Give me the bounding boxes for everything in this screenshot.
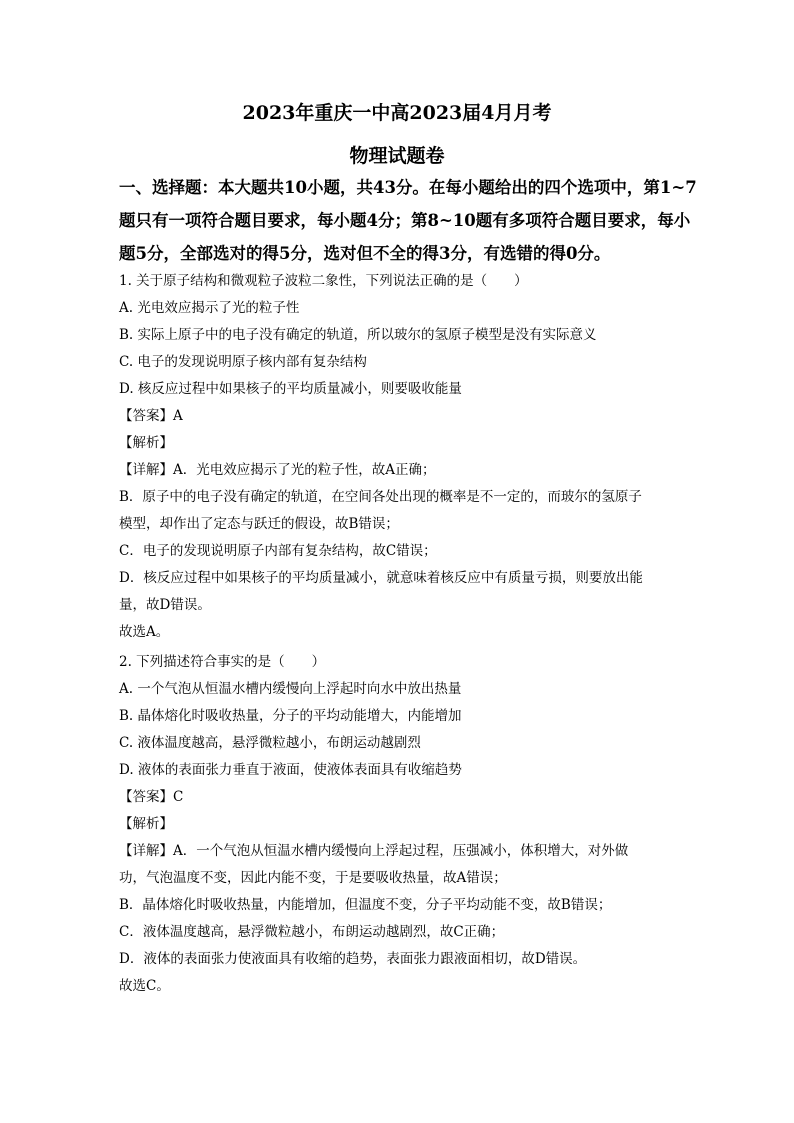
detail-line: D．核反应过程中如果核子的平均质量减小，就意味着核反应中有质量亏损，则要放出能	[119, 570, 643, 586]
detail-line	[119, 838, 699, 865]
detail-line: C．电子的发现说明原子内部有复杂结构，故C错误；	[119, 543, 437, 559]
answer-tag: 【答案】	[119, 408, 173, 424]
question-2	[119, 649, 699, 1000]
question-stem: 1. 关于原子结构和微观粒子波粒二象性，下列说法正确的是（ ）	[119, 273, 528, 289]
answer-tag: 【答案】	[119, 789, 173, 805]
detail-tag: 【详解】	[119, 843, 173, 859]
section-line: 一、选择题：本大题共10小题，共43分。在每小题给出的四个选项中，第1~7	[119, 178, 697, 197]
detail-line	[119, 457, 699, 484]
detail-line: D．液体的表面张力使液面具有收缩的趋势，表面张力跟液面相切，故D错误。	[119, 951, 587, 967]
option-d: D. 核反应过程中如果核子的平均质量减小，则要吸收能量	[119, 381, 462, 397]
answer-line	[119, 403, 699, 430]
option-a: A. 一个气泡从恒温水槽内缓慢向上浮起时向水中放出热量	[119, 681, 462, 697]
section-instructions	[119, 171, 697, 270]
question-1	[119, 268, 699, 646]
analysis-tag: 【解析】	[119, 816, 173, 832]
conclusion-line: 故选A。	[119, 624, 170, 640]
option-c: C. 电子的发现说明原子核内部有复杂结构	[119, 354, 367, 370]
conclusion-line: 故选C。	[119, 978, 170, 994]
detail-line: C．液体温度越高，悬浮微粒越小，布朗运动越剧烈，故C正确；	[119, 924, 505, 940]
section-line: 题只有一项符合题目要求，每小题4分；第8~10题有多项符合题目要求，每小	[119, 211, 691, 230]
question-stem: 2. 下列描述符合事实的是（ ）	[119, 654, 326, 670]
option-a: A. 光电效应揭示了光的粒子性	[119, 300, 300, 316]
detail-tag: 【详解】	[119, 462, 173, 478]
detail-text: A．光电效应揭示了光的粒子性，故A正确；	[173, 462, 436, 478]
detail-line: 量，故D错误。	[119, 597, 211, 613]
detail-line: 功，气泡温度不变，因此内能不变，于是要吸收热量，故A错误；	[119, 870, 507, 886]
option-d: D. 液体的表面张力垂直于液面，使液体表面具有收缩趋势	[119, 762, 462, 778]
option-c: C. 液体温度越高，悬浮微粒越小，布朗运动越剧烈	[119, 735, 421, 751]
section-line: 题5分，全部选对的得5分，选对但不全的得3分，有选错的得0分。	[119, 244, 611, 263]
detail-line: 模型，却作出了定态与跃迁的假设，故B错误；	[119, 516, 399, 532]
answer-value: C	[173, 789, 184, 805]
analysis-tag: 【解析】	[119, 435, 173, 451]
page-subtitle: 物理试题卷	[349, 145, 445, 167]
page-title: 2023年重庆一中高2023届4月月考	[242, 102, 552, 124]
detail-line: B．晶体熔化时吸收热量，内能增加，但温度不变，分子平均动能不变，故B错误；	[119, 897, 612, 913]
option-b: B. 实际上原子中的电子没有确定的轨道，所以玻尔的氢原子模型是没有实际意义	[119, 327, 597, 343]
detail-line: B．原子中的电子没有确定的轨道，在空间各处出现的概率是不一定的，而玻尔的氢原子	[119, 489, 642, 505]
detail-text: A．一个气泡从恒温水槽内缓慢向上浮起过程，压强减小，体积增大，对外做	[173, 843, 629, 859]
option-b: B. 晶体熔化时吸收热量，分子的平均动能增大，内能增加	[119, 708, 462, 724]
answer-value: A	[173, 408, 183, 424]
answer-line	[119, 784, 699, 811]
